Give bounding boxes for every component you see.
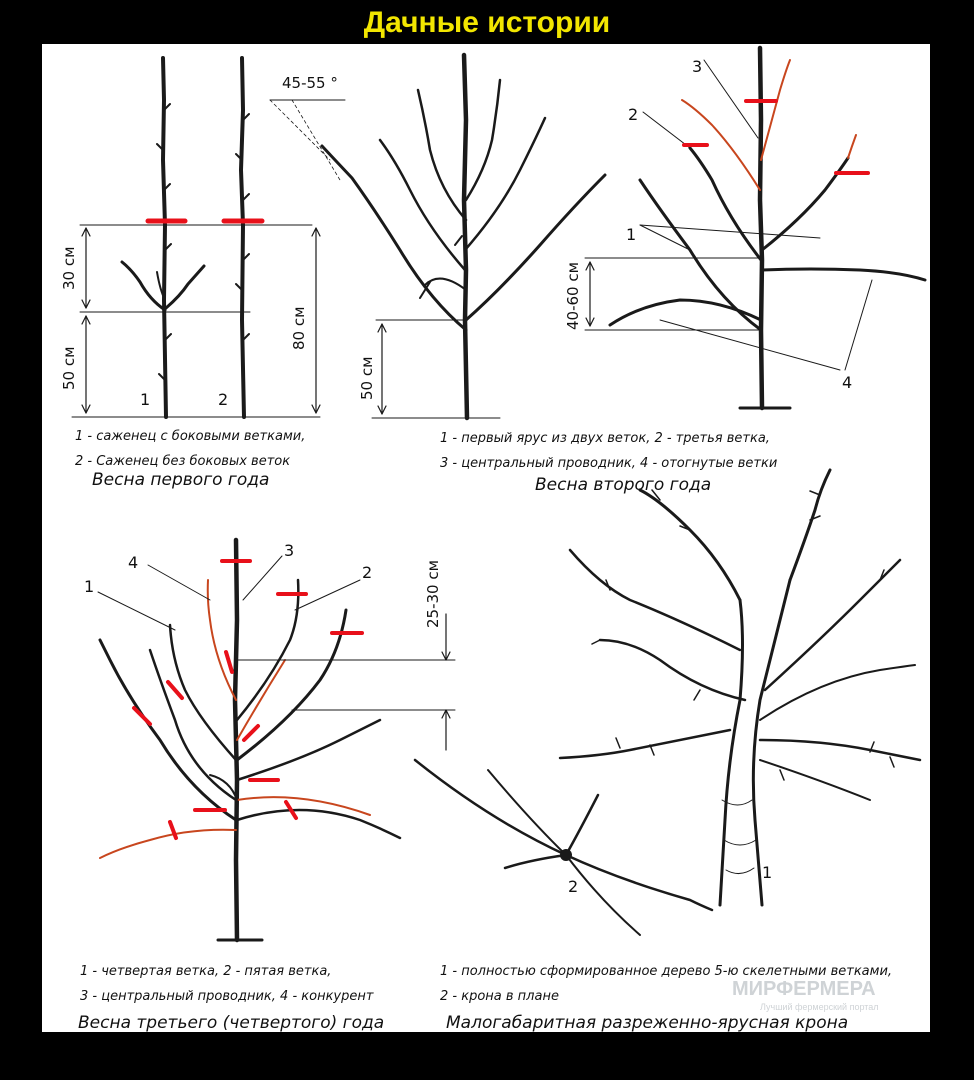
mature-tree-label-1: 1 [762,863,773,882]
bark-texture [722,800,756,874]
panel-mature-tree [415,470,920,935]
panel5-caption-1: 1 - полностью сформированное дерево 5-ю скелетными ветками, [440,964,893,979]
tree-3-label-2: 2 [628,105,639,124]
mature-limb-1 [640,490,740,600]
tree-2-branch-left-low [322,146,466,330]
seedling-1-trunk [163,58,166,417]
panel2-heading: Весна второго года [535,475,712,495]
panel1-caption-2: 2 - Саженец без боковых веток [75,454,291,469]
mature-limb-8 [760,760,870,800]
plan-center [560,849,572,861]
plan-branch-3 [566,795,598,855]
watermark-subtitle: Лучший фермерский портал [760,1002,879,1012]
tree-2-branch-right-low [466,175,605,320]
panel5-heading: Малогабаритная разреженно-ярусная крона [446,1013,849,1033]
mature-trunk-outline [720,580,790,905]
tree-2-branch-left-mid [380,140,465,270]
mature-limb-5 [790,470,830,580]
mature-limb-7 [760,740,920,760]
leader-4a [845,280,872,370]
tree-4-low-right-shoot [237,797,370,815]
tree-2-branch-right-high [466,80,500,200]
tree-3-branch-2 [690,148,761,260]
panel4-caption-2: 3 - центральный проводник, 4 - конкурент [80,989,374,1004]
tree-2-leader [464,55,467,418]
tree-4-label-3: 3 [284,541,295,560]
tree-2-twig [425,279,466,290]
leader-4 [148,565,210,600]
dim-50-label: 50 см [60,346,78,390]
panel5-caption-2: 2 - крона в плане [440,989,559,1004]
leader-1a [640,225,820,238]
tree-4-label-2: 2 [362,563,373,582]
tree-3-dim-label: 40-60 см [564,262,582,330]
dim-30-label: 30 см [60,246,78,290]
mature-limb-3 [560,730,730,758]
tree-3-label-3: 3 [692,57,703,76]
leader-4b [660,320,840,370]
seedling-1-label: 1 [140,390,151,409]
tree-4-branch-left-1 [100,640,236,820]
seedling-1-left-branch [122,262,165,310]
dim-80-label: 80 см [290,306,308,350]
tree-4-low-right [237,810,400,838]
tree-3-branch-bent-right [762,269,925,280]
tree-4-branch-right-2 [237,580,298,720]
tree-4-dim-label: 25-30 см [424,560,442,628]
plan-label-2: 2 [568,877,579,896]
tree-4-label-1: 1 [84,577,95,596]
tree-4-branch-right-3 [237,720,380,780]
plan-branch-2 [488,770,566,855]
tree-3-branch-1-left [640,180,761,330]
tree-2-branch-right-mid [465,118,545,250]
seedling-2-trunk [241,58,244,417]
tree-4-branch-left-3 [170,625,236,760]
tree-4-low-left-shoot [100,830,236,858]
tree-4-competitor [208,580,236,700]
panel4-heading: Весна третьего (четвертого) года [78,1013,385,1033]
tree-3-shoot-right [761,60,790,160]
panel2-caption-1: 1 - первый ярус из двух веток, 2 - третья ветка, [440,431,770,446]
panel4-caption-1: 1 - четвертая ветка, 2 - пятая ветка, [80,964,332,979]
seedling-1-right-branch [166,266,204,308]
plan-branch-5 [505,855,566,868]
angle-label: 45-55 ° [282,74,338,92]
tree-4-label-4: 4 [128,553,139,572]
mature-limb-2 [570,550,740,650]
tree-2-branch-left-high [418,90,466,220]
page-title: Дачные истории [363,6,611,39]
tree-3-label-4: 4 [842,373,853,392]
leader-1 [98,592,175,630]
mature-limb-4 [600,640,745,700]
panel1-caption-1: 1 - саженец с боковыми ветками, [75,429,306,444]
watermark-logo: МИРФЕРМЕРА [732,978,876,1000]
panel2-caption-2: 3 - центральный проводник, 4 - отогнутые ветки [440,456,778,471]
panel1-heading: Весна первого года [92,470,270,490]
tree-3-label-1: 1 [626,225,637,244]
panel-third-year [98,540,455,940]
tree-2-dim-50-label: 50 см [358,356,376,400]
leader-2 [643,112,690,148]
panel-first-year [72,58,320,417]
seedling-2-label: 2 [218,390,229,409]
